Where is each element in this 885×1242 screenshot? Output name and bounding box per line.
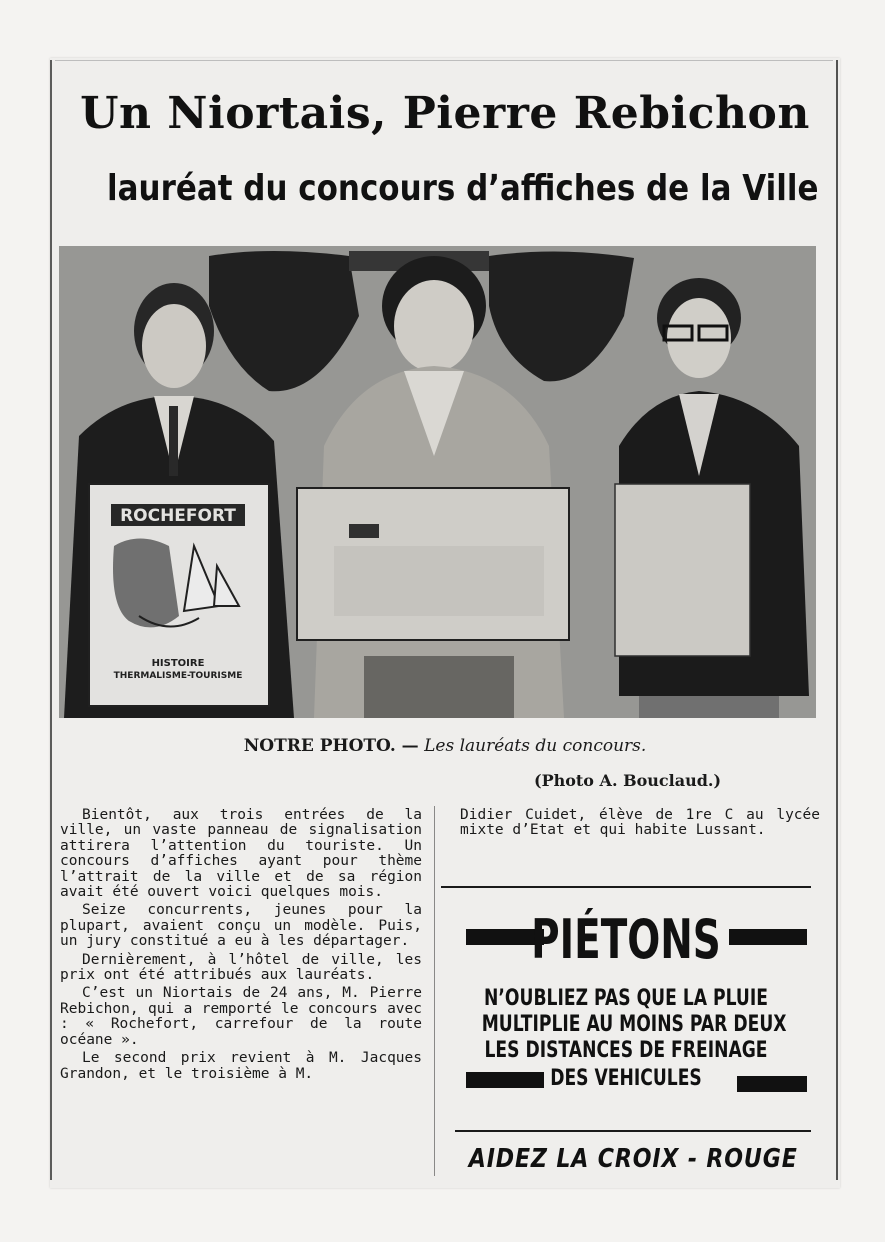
photo-caption: [52, 736, 838, 756]
paragraph: Dernièrement, à l’hôtel de ville, les prix ont été attribués aux lauréats.: [60, 951, 422, 984]
ad-line-2: MULTIPLIE AU MOINS PAR DEUX: [481, 1012, 787, 1037]
paragraph: Didier Cuidet, élève de 1re C au lycée mixte d’Etat et qui habite Lussant.: [460, 807, 820, 839]
column-divider: [434, 806, 435, 1176]
paragraph: Seize concurrents, jeunes pour la plupart, avaient conçu un modèle. Puis, un jury constitué a eu à les départager.: [60, 902, 422, 950]
ad-line-4: DES VEHICULES: [550, 1066, 702, 1091]
ad-top-rule: [441, 886, 811, 888]
caption-text: Les lauréats du concours.: [424, 736, 647, 756]
ad-line-1: N’OUBLIEZ PAS QUE LA PLUIE: [484, 986, 768, 1011]
article-body-left: [60, 808, 422, 1085]
left-border: [50, 60, 52, 1180]
pedestrian-advert: [441, 886, 811, 1176]
photo-credit: (Photo A. Bouclaud.): [534, 771, 722, 790]
ad-title: PIÉTONS: [531, 908, 721, 971]
news-photo: [59, 246, 816, 718]
paragraph: C’est un Niortais de 24 ans, M. Pierre Rebichon, qui a remporté le concours avec : « Rochefort, carrefour de la route océane ».: [60, 985, 422, 1048]
ad-footer-rule: [455, 1130, 811, 1132]
paragraph: Bientôt, aux trois entrées de la ville, un vaste panneau de signalisation attirera l’attention du touriste. Un concours d’affiches ayant pour thème l’attrait de la ville et de sa région avait été ouvert voici quelques mois.: [60, 807, 422, 901]
top-rule: [55, 60, 833, 61]
right-border: [836, 60, 838, 1180]
subheadline: lauréat du concours d’affiches de la Ville: [107, 168, 819, 209]
poster-line2: THERMALISME-TOURISME: [113, 671, 243, 681]
caption-lead: NOTRE PHOTO. —: [243, 736, 419, 756]
article-body-right: [460, 808, 820, 839]
headline: Un Niortais, Pierre Rebichon: [80, 88, 810, 139]
ad-footer: AIDEZ LA CROIX - ROUGE: [468, 1144, 798, 1174]
paragraph: Le second prix revient à M. Jacques Grandon, et le troisième à M.: [60, 1050, 422, 1082]
poster-line1: HISTOIRE: [151, 658, 205, 669]
poster-title: ROCHEFORT: [120, 506, 236, 526]
ad-line-3: LES DISTANCES DE FREINAGE: [484, 1038, 768, 1063]
